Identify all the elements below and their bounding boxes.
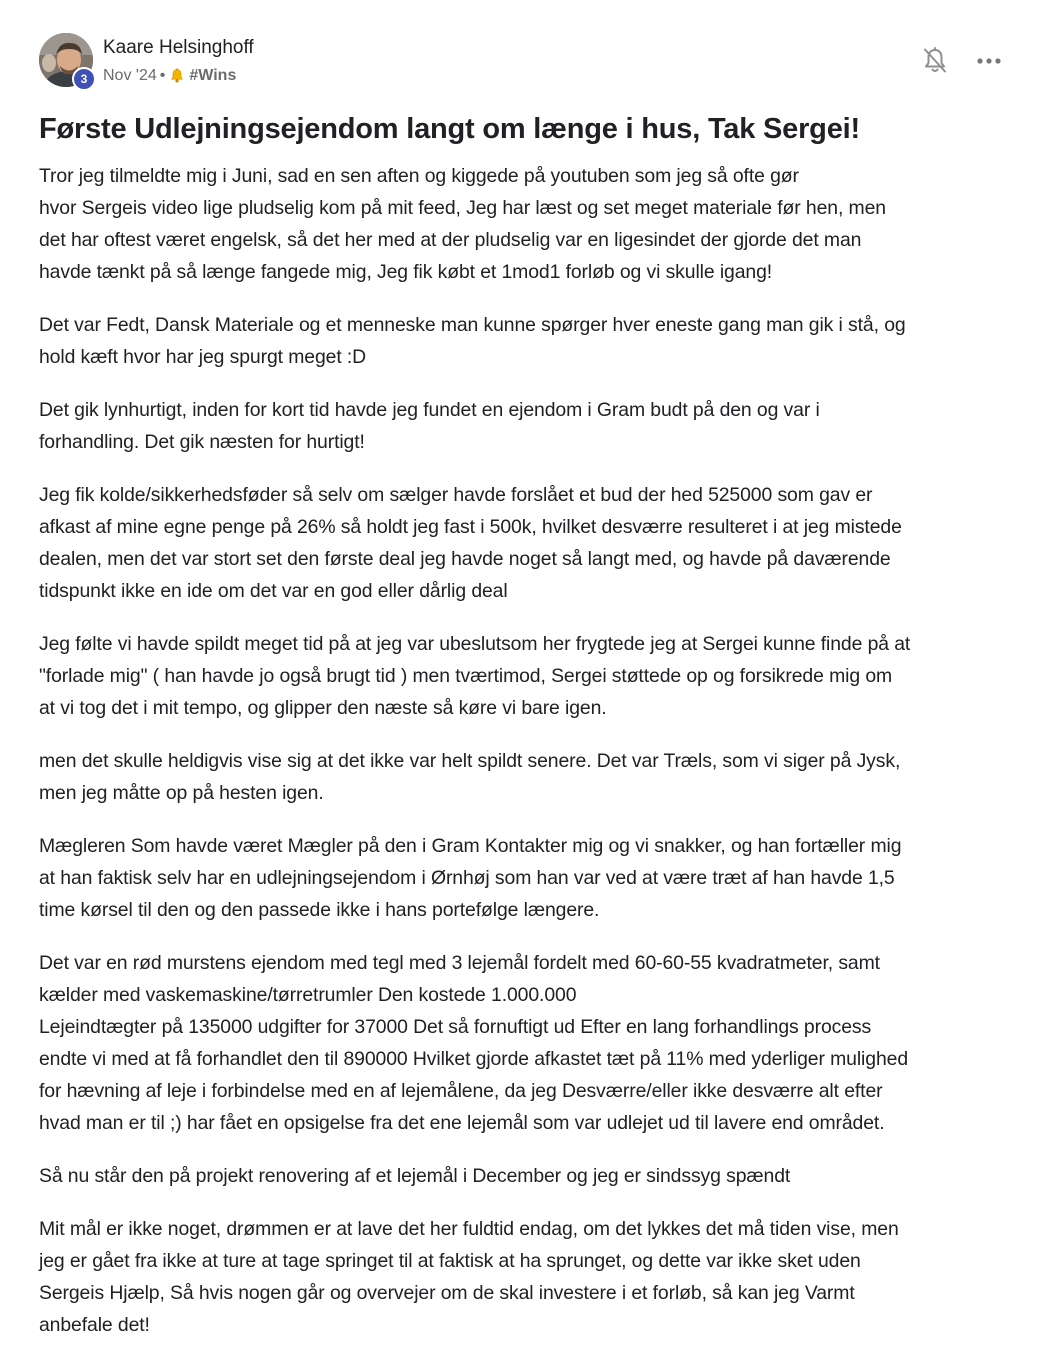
- post-paragraph: [39, 479, 1014, 607]
- post-date: Nov '24: [103, 67, 157, 84]
- paragraph-line: forhandling. Det gik næsten for hurtigt!: [39, 431, 365, 453]
- post-meta: [103, 67, 236, 85]
- paragraph-line: at han faktisk selv har en udlejningsejendom i Ørnhøj som han var ved at være træt af han havde 1,5: [39, 867, 895, 889]
- post-paragraph: [39, 947, 1014, 1139]
- post-actions: [919, 45, 1005, 77]
- paragraph-line: kælder med vaskemaskine/tørretrumler Den kostede 1.000.000: [39, 984, 577, 1006]
- paragraph-line: "forlade mig" ( han havde jo også brugt tid ) men tværtimod, Sergei støttede op og forsikrede mig om: [39, 665, 893, 687]
- paragraph-line: Det var Fedt, Dansk Materiale og et menneske man kunne spørger hver eneste gang man gik i stå, og: [39, 314, 906, 336]
- paragraph-line: Sergeis Hjælp, Så hvis nogen går og overvejer om de skal investere i et forløb, så kan jeg Varmt: [39, 1282, 855, 1304]
- paragraph-line: Det var en rød murstens ejendom med tegl med 3 lejemål fordelt med 60-60-55 kvadratmeter, samt: [39, 952, 880, 974]
- post-paragraph: [39, 309, 1014, 373]
- paragraph-line: Tror jeg tilmeldte mig i Juni, sad en sen aften og kiggede på youtuben som jeg så ofte gør: [39, 165, 799, 187]
- paragraph-line: Jeg fik kolde/sikkerhedsføder så selv om sælger havde forslået et bud der hed 525000 som gav er: [39, 484, 873, 506]
- paragraph-line: men jeg måtte op på hesten igen.: [39, 782, 324, 804]
- category-link[interactable]: #Wins: [189, 67, 237, 84]
- paragraph-line: jeg er gået fra ikke at ture at tage springet til at faktisk at ha sprunget, og dette var ikke sket uden: [39, 1250, 861, 1272]
- paragraph-line: anbefale det!: [39, 1314, 150, 1336]
- post-paragraph: [39, 628, 1014, 724]
- paragraph-line: Det gik lynhurtigt, inden for kort tid havde jeg fundet en ejendom i Gram budt på den og var i: [39, 399, 820, 421]
- paragraph-line: hvad man er til ;) har fået en opsigelse fra det ene lejemål som var udlejet ud til lavere end området.: [39, 1112, 885, 1134]
- paragraph-line: men det skulle heldigvis vise sig at det ikke var helt spildt senere. Det var Træls, som vi siger på Jysk,: [39, 750, 901, 772]
- paragraph-line: Lejeindtægter på 135000 udgifter for 37000 Det så fornuftigt ud Efter en lang forhandlings process: [39, 1016, 872, 1038]
- paragraph-line: hvor Sergeis video lige pludselig kom på mit feed, Jeg har læst og set meget materiale før hen, men: [39, 197, 886, 219]
- meta-separator: •: [159, 67, 166, 84]
- post-title: Første Udlejningsejendom langt om længe i hus, Tak Sergei!: [39, 113, 860, 145]
- paragraph-line: hold kæft hvor har jeg spurgt meget :D: [39, 346, 367, 368]
- post-paragraph: [39, 394, 1014, 458]
- level-badge: 3: [72, 67, 96, 91]
- notifications-toggle-button[interactable]: [919, 45, 951, 77]
- paragraph-line: endte vi med at få forhandlet den til 890000 Hvilket gjorde afkastet tæt på 11% med yderliger mulighed: [39, 1048, 908, 1070]
- paragraph-line: Mit mål er ikke noget, drømmen er at lave det her fuldtid endag, om det lykkes det må tiden vise, men: [39, 1218, 899, 1240]
- post-header: [39, 33, 1005, 91]
- paragraph-line: dealen, men det var stort set den første deal jeg havde noget så langt med, og havde på daværende: [39, 548, 891, 570]
- post-paragraph: [39, 1213, 1014, 1341]
- paragraph-line: for hævning af leje i forbindelse med en af lejemålene, da jeg Desværre/eller ikke desværre alt efter: [39, 1080, 883, 1102]
- more-options-button[interactable]: [973, 45, 1005, 77]
- paragraph-line: at vi tog det i mit tempo, og glipper den næste så køre vi bare igen.: [39, 697, 607, 719]
- paragraph-line: havde tænkt på så længe fangede mig, Jeg fik købt et 1mod1 forløb og vi skulle igang!: [39, 261, 773, 283]
- paragraph-line: Så nu står den på projekt renovering af et lejemål i December og jeg er sindssyg spændt: [39, 1165, 791, 1187]
- paragraph-line: det har oftest været engelsk, så det her med at der pludselig var en ligesindet der gjorde det man: [39, 229, 862, 251]
- paragraph-line: tidspunkt ikke en ide om det var en god eller dårlig deal: [39, 580, 508, 602]
- post-paragraph: [39, 1160, 1014, 1192]
- author-name[interactable]: Kaare Helsinghoff: [103, 37, 254, 58]
- bell-emoji-icon: [169, 68, 185, 84]
- paragraph-line: time kørsel til den og den passede ikke i hans portefølge længere.: [39, 899, 600, 921]
- paragraph-line: Mægleren Som havde været Mægler på den i Gram Kontakter mig og vi snakker, og han fortæller mig: [39, 835, 902, 857]
- paragraph-line: afkast af mine egne penge på 26% så holdt jeg fast i 500k, hvilket desværre resulteret i at jeg mistede: [39, 516, 902, 538]
- more-horizontal-icon: [976, 57, 1002, 65]
- post-paragraph: [39, 160, 1014, 288]
- post-body: [39, 160, 1014, 1362]
- post-paragraph: [39, 745, 1014, 809]
- bell-off-icon: [922, 47, 948, 75]
- paragraph-line: Jeg følte vi havde spildt meget tid på at jeg var ubeslutsom her frygtede jeg at Sergei kunne finde på at: [39, 633, 911, 655]
- post-paragraph: [39, 830, 1014, 926]
